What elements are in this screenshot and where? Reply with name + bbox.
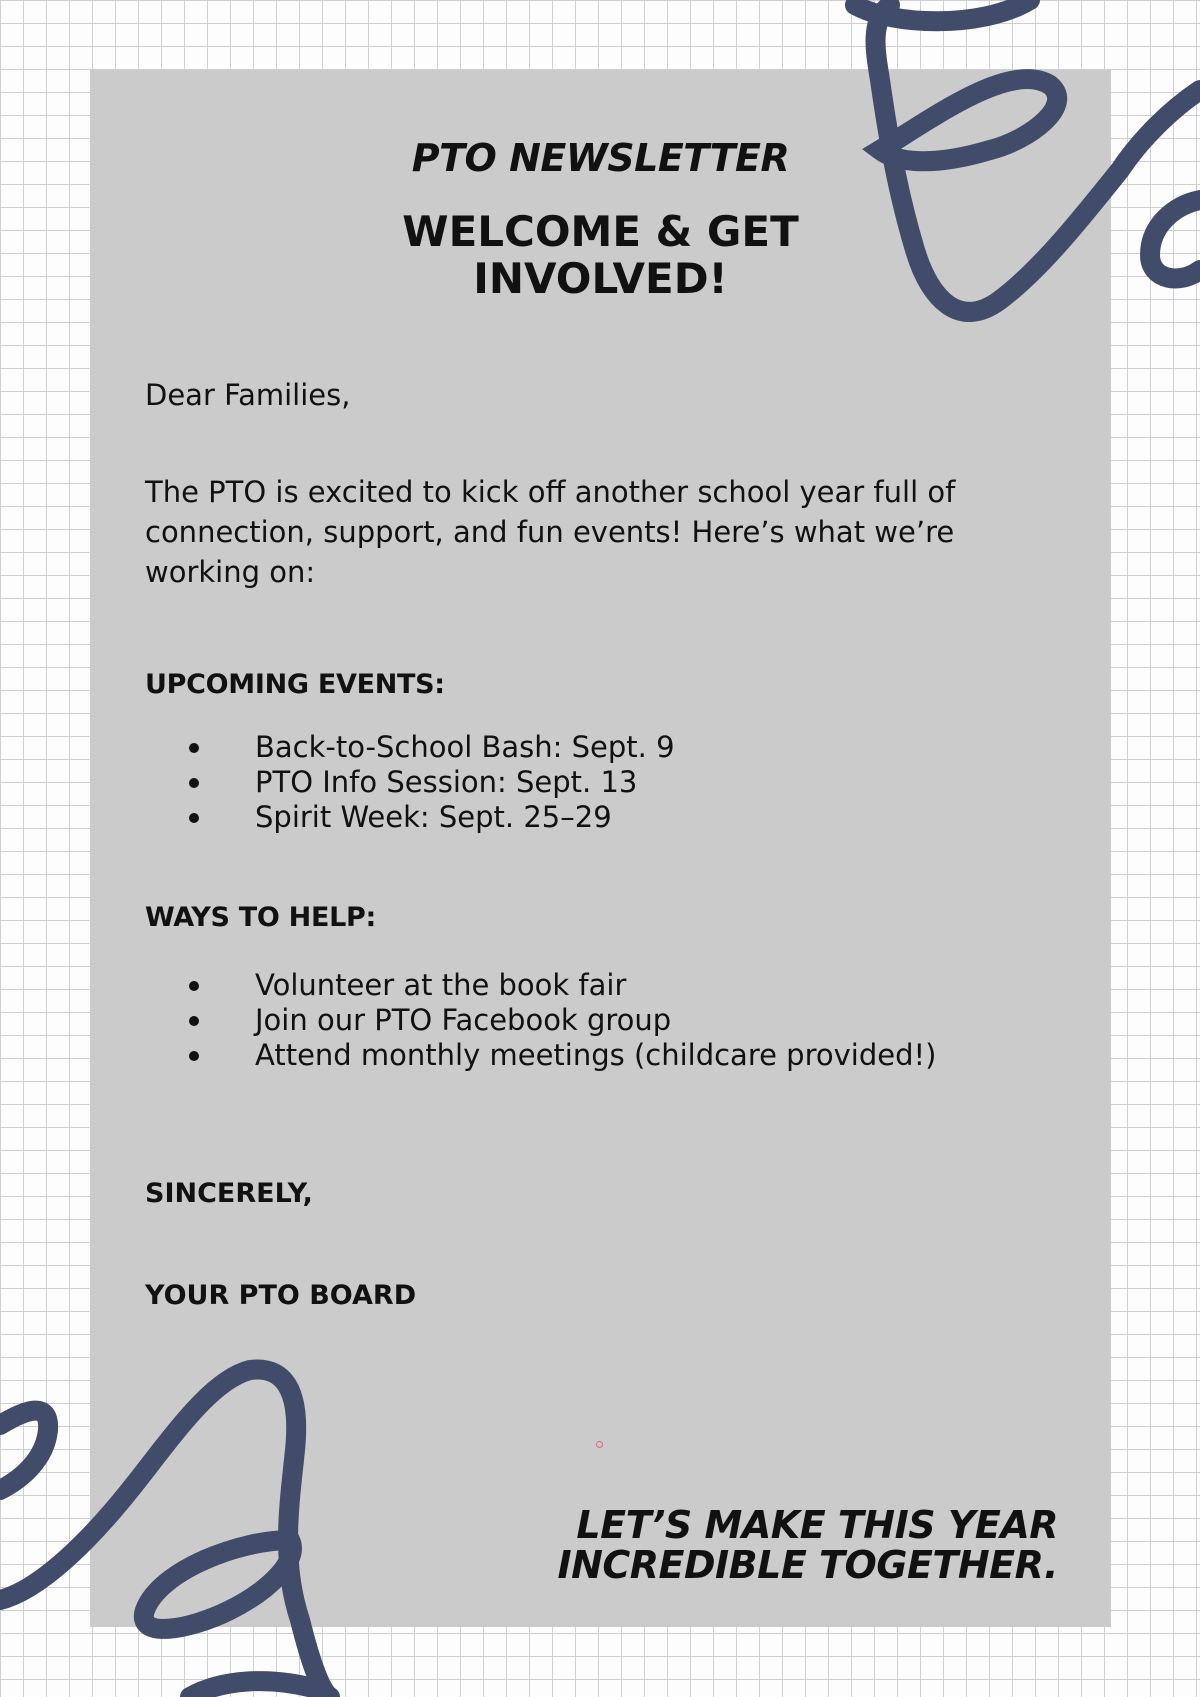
newsletter-headline: [90, 208, 1111, 302]
list-item: Spirit Week: Sept. 25–29: [145, 800, 675, 835]
tagline-line-1: LET’S MAKE THIS YEAR: [576, 1503, 1058, 1547]
headline-line-2: INVOLVED!: [473, 254, 728, 303]
signature: YOUR PTO BOARD: [145, 1280, 417, 1311]
tagline-line-2: INCREDIBLE TOGETHER.: [557, 1543, 1058, 1587]
newsletter-kicker: PTO NEWSLETTER: [411, 136, 790, 180]
help-list: [145, 968, 936, 1073]
left-edge-curl: [0, 1411, 48, 1490]
small-circle-marker: [596, 1441, 603, 1448]
list-item: Attend monthly meetings (childcare provided!): [145, 1038, 936, 1073]
intro-paragraph: The PTO is excited to kick off another school year full of connection, support, and fun events! Here’s what we’re working on:: [145, 475, 956, 589]
events-title: UPCOMING EVENTS:: [145, 669, 445, 700]
list-item: Back-to-School Bash: Sept. 9: [145, 730, 675, 765]
greeting: Dear Families,: [145, 378, 351, 412]
list-item: Volunteer at the book fair: [145, 968, 936, 1003]
list-item: PTO Info Session: Sept. 13: [145, 765, 675, 800]
list-item: Join our PTO Facebook group: [145, 1003, 936, 1038]
bottom-edge-curl: [190, 1681, 320, 1697]
help-title: WAYS TO HELP:: [145, 902, 376, 933]
signoff: SINCERELY,: [145, 1178, 313, 1209]
newsletter-panel: [90, 70, 1111, 1627]
headline-line-1: WELCOME & GET: [402, 207, 799, 256]
events-list: [145, 730, 675, 835]
right-edge-curl: [1150, 200, 1200, 278]
tagline: [557, 1505, 1058, 1585]
